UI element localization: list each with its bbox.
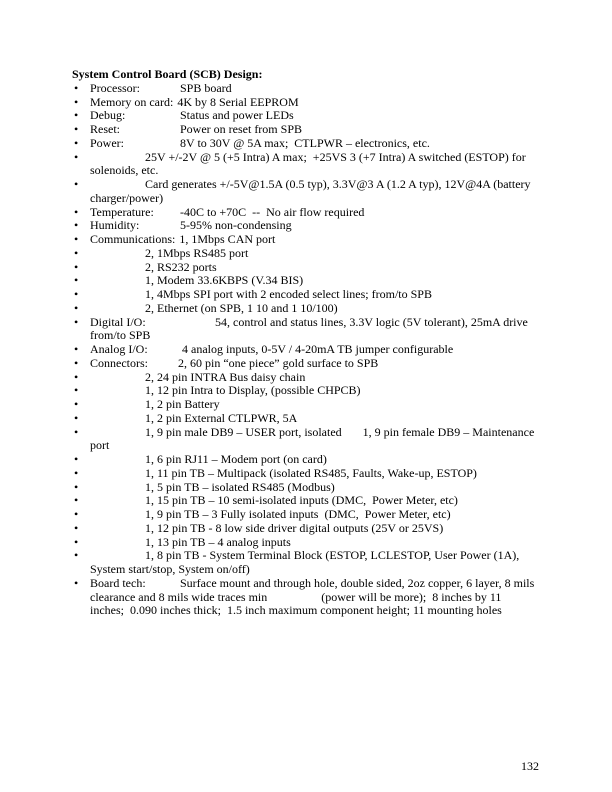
item-value: 1, 2 pin Battery — [145, 397, 220, 411]
list-item — [72, 261, 538, 275]
list-item — [72, 82, 538, 96]
item-value: 2, 60 pin “one piece” gold surface to SPB — [178, 355, 379, 370]
list-item — [72, 178, 538, 206]
item-value: 1, 8 pin TB - System Terminal Block (ESTOP, LCLESTOP, User Power (1A), System start/stop, System on/off) — [90, 548, 523, 576]
list-item — [72, 494, 538, 508]
bullet-icon: • — [74, 548, 79, 563]
item-value: 2, Ethernet (on SPB, 1 10 and 1 10/100) — [145, 300, 338, 315]
item-value: 1, 6 pin RJ11 – Modem port (on card) — [145, 452, 327, 466]
item-value: 1, 9 pin TB – 3 Fully isolated inputs (DMC, Power Meter, etc) — [145, 507, 451, 521]
list-item — [72, 522, 538, 536]
list-item — [72, 426, 538, 454]
item-value: 1, 12 pin TB - 8 low side driver digital outputs (25V or 25VS) — [145, 520, 444, 535]
list-item — [72, 481, 538, 495]
bullet-icon: • — [74, 135, 79, 150]
item-value: 4 analog inputs, 0-5V / 4-20mA TB jumper configurable — [182, 342, 454, 356]
bullet-icon: • — [74, 397, 79, 411]
item-value: 1, 11 pin TB – Multipack (isolated RS485, Faults, Wake-up, ESTOP) — [145, 465, 477, 480]
bullet-icon: • — [74, 465, 79, 480]
item-label: Humidity: — [90, 218, 140, 233]
item-value: 2, 24 pin INTRA Bus daisy chain — [145, 369, 306, 384]
item-value: 54, control and status lines, 3.3V logic (5V tolerant), 25mA drive from/to SPB — [90, 314, 531, 343]
bullet-icon: • — [74, 507, 79, 521]
item-label: Digital I/O: — [90, 314, 146, 329]
bullet-icon: • — [74, 259, 79, 274]
list-item — [72, 453, 538, 467]
bullet-icon: • — [74, 122, 79, 136]
bullet-icon: • — [74, 218, 79, 233]
bullet-icon: • — [74, 355, 79, 370]
list-item — [72, 398, 538, 412]
bullet-icon: • — [74, 534, 79, 549]
bullet-icon: • — [74, 342, 79, 356]
item-label: Processor: — [90, 80, 140, 95]
item-label: Memory on card: — [90, 94, 174, 109]
bullet-icon: • — [74, 575, 79, 590]
bullet-icon: • — [74, 94, 79, 109]
bullet-icon: • — [74, 273, 79, 288]
item-value: 1, 9 pin male DB9 – USER port, isolated 1, 9 pin female DB9 – Maintenance port — [90, 424, 538, 453]
list-item — [72, 96, 538, 110]
page-number: 132 — [521, 759, 539, 773]
bullet-icon: • — [74, 80, 79, 95]
list-item — [72, 508, 538, 522]
bullet-icon: • — [74, 204, 79, 219]
bullet-icon: • — [74, 232, 79, 246]
item-label: Analog I/O: — [90, 342, 148, 356]
item-value: Surface mount and through hole, double sided, 2oz copper, 6 layer, 8 mils clearance and 8 mils wide traces min (power will be more); 8 inches by 11 inches; 0.090 inches thick; 1.5 inch maximum component height; 11 mounting holes — [90, 575, 538, 618]
item-value: 1, 1Mbps CAN port — [179, 232, 276, 246]
list-item — [72, 412, 538, 426]
list-item — [72, 151, 538, 179]
item-value: 1, 4Mbps SPI port with 2 encoded select lines; from/to SPB — [145, 287, 432, 301]
item-value: 1, 2 pin External CTLPWR, 5A — [145, 410, 298, 425]
item-value: Card generates +/-5V@1.5A (0.5 typ), 3.3V@3 A (1.2 A typ), 12V@4A (battery charger/power) — [90, 177, 534, 205]
item-value: Status and power LEDs — [180, 108, 294, 123]
bullet-icon: • — [74, 410, 79, 425]
list-item — [72, 577, 538, 618]
item-value: Power on reset from SPB — [180, 122, 302, 136]
item-value: 1, 12 pin Intra to Display, (possible CHPCB) — [145, 383, 361, 398]
item-value: 5-95% non-condensing — [180, 218, 292, 233]
bullet-icon: • — [74, 424, 79, 439]
item-value: 2, RS232 ports — [145, 259, 217, 274]
list-item — [72, 316, 538, 344]
bullet-icon: • — [74, 452, 79, 466]
bullet-icon: • — [74, 314, 79, 329]
item-value: 25V +/-2V @ 5 (+5 Intra) A max; +25VS 3 (+7 Intra) A switched (ESTOP) for solenoids, etc. — [90, 149, 529, 178]
list-item — [72, 206, 538, 220]
document-body — [72, 68, 538, 618]
list-item — [72, 357, 538, 371]
bullet-icon: • — [74, 369, 79, 384]
list-item — [72, 109, 538, 123]
item-label: Reset: — [90, 122, 120, 136]
item-label: Connectors: — [90, 355, 148, 370]
item-label: Debug: — [90, 108, 126, 123]
item-value: -40C to +70C -- No air flow required — [180, 204, 365, 219]
item-value: 8V to 30V @ 5A max; CTLPWR – electronics, etc. — [180, 135, 430, 150]
item-label: Power: — [90, 135, 124, 150]
list-item — [72, 274, 538, 288]
list-item — [72, 123, 538, 137]
bullet-icon: • — [74, 245, 79, 260]
bullet-icon: • — [74, 383, 79, 398]
bullet-icon: • — [74, 520, 79, 535]
item-value: 1, Modem 33.6KBPS (V.34 BIS) — [145, 273, 304, 288]
list-item — [72, 302, 538, 316]
bullet-icon: • — [74, 108, 79, 123]
item-value: SPB board — [180, 80, 232, 95]
item-value: 1, 15 pin TB – 10 semi-isolated inputs (DMC, Power Meter, etc) — [145, 493, 458, 508]
item-label: Temperature: — [90, 204, 154, 219]
bullet-icon: • — [74, 149, 79, 164]
item-value: 1, 13 pin TB – 4 analog inputs — [145, 534, 291, 549]
item-label: Communications: — [90, 232, 176, 246]
list-item — [72, 288, 538, 302]
list-item — [72, 384, 538, 398]
list-item — [72, 233, 538, 247]
item-value: 2, 1Mbps RS485 port — [145, 245, 249, 260]
item-value: 1, 5 pin TB – isolated RS485 (Modbus) — [145, 479, 335, 494]
list-item — [72, 343, 538, 357]
spec-list — [72, 82, 538, 618]
list-item — [72, 536, 538, 550]
bullet-icon: • — [74, 493, 79, 508]
item-value: 4K by 8 Serial EEPROM — [177, 94, 299, 109]
list-item — [72, 467, 538, 481]
list-item — [72, 371, 538, 385]
bullet-icon: • — [74, 177, 79, 191]
list-item — [72, 137, 538, 151]
bullet-icon: • — [74, 287, 79, 301]
bullet-icon: • — [74, 300, 79, 315]
list-item — [72, 247, 538, 261]
item-label: Board tech: — [90, 575, 146, 590]
section-title: System Control Board (SCB) Design: — [72, 67, 263, 81]
bullet-icon: • — [74, 479, 79, 494]
list-item — [72, 549, 538, 577]
list-item — [72, 219, 538, 233]
